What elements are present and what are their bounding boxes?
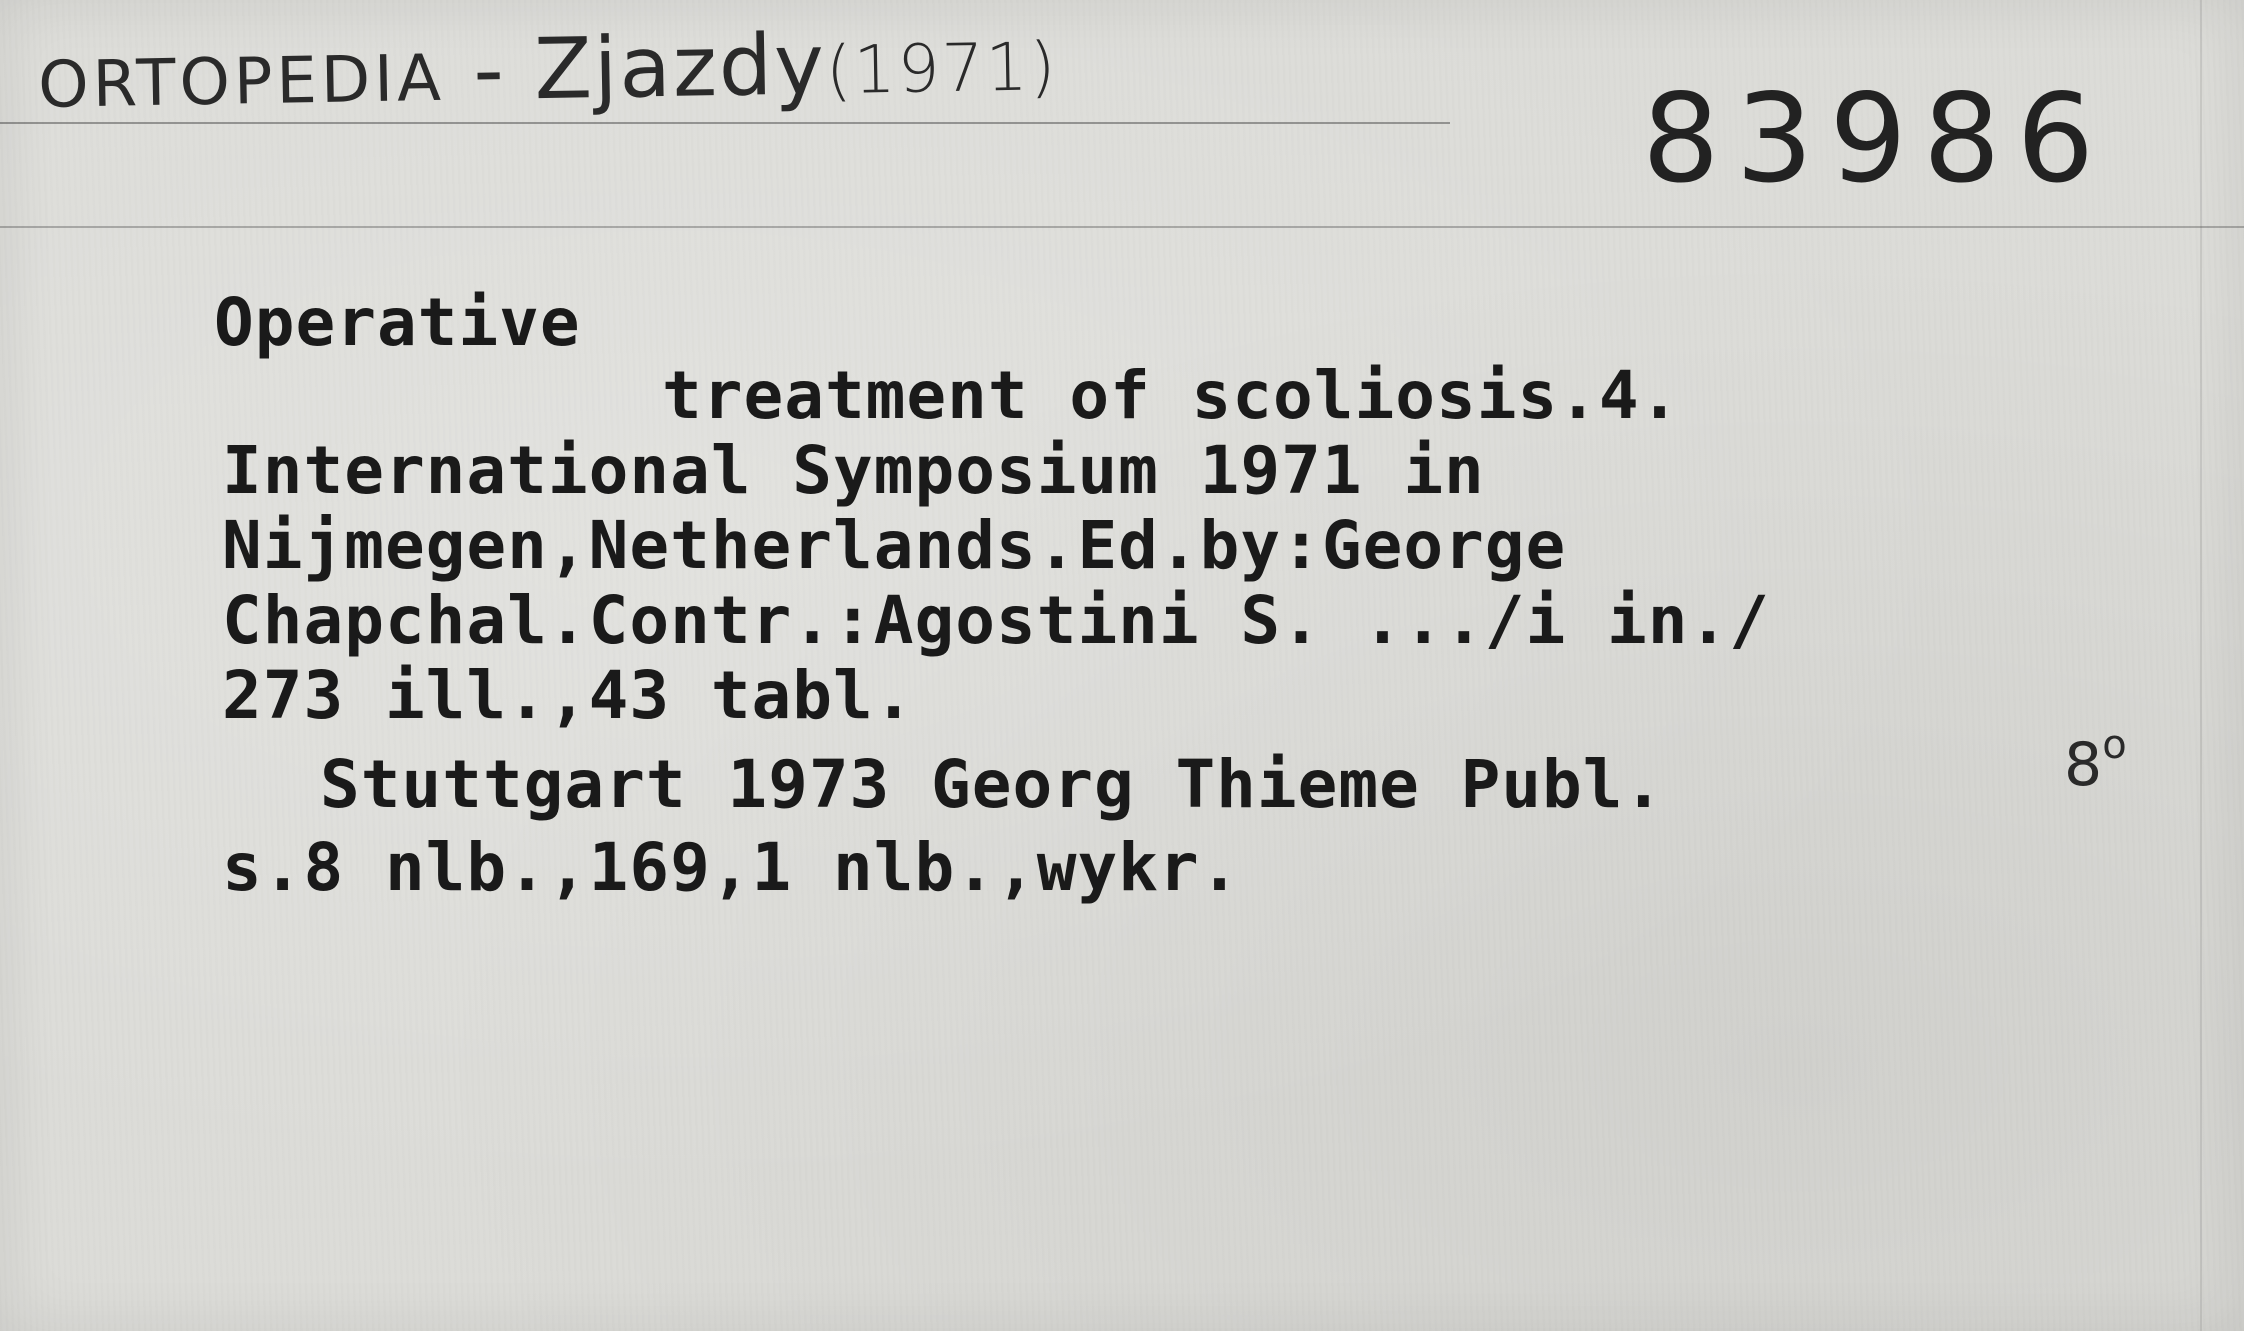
format-number: 8: [2064, 730, 2103, 800]
header-divider: [0, 226, 2244, 228]
heading-separator: -: [443, 20, 536, 120]
format-size: [2064, 722, 2127, 800]
contributors-line: Chapchal.Contr.:Agostini S. .../i in./: [222, 582, 1770, 659]
imprint-line: Stuttgart 1973 Georg Thieme Publ.: [320, 746, 1665, 823]
subject-heading: [37, 11, 1058, 127]
heading-category: ORTOPEDIA: [37, 41, 446, 123]
title-line: Operative: [214, 284, 581, 361]
conference-line: International Symposium 1971 in: [222, 432, 1485, 509]
illustrations-line: 273 ill.,43 tabl.: [222, 657, 915, 734]
heading-subject: Zjazdy: [533, 15, 827, 119]
card-edge-line: [2200, 0, 2202, 1331]
format-degree: o: [2102, 722, 2127, 768]
pagination-line: s.8 nlb.,169,1 nlb.,wykr.: [222, 829, 1241, 906]
title-continuation-line: treatment of scoliosis.4.: [662, 357, 1681, 434]
call-number: 83986: [1642, 68, 2111, 210]
editor-line: Nijmegen,Netherlands.Ed.by:George: [222, 507, 1567, 584]
heading-year: (1971): [825, 28, 1059, 110]
